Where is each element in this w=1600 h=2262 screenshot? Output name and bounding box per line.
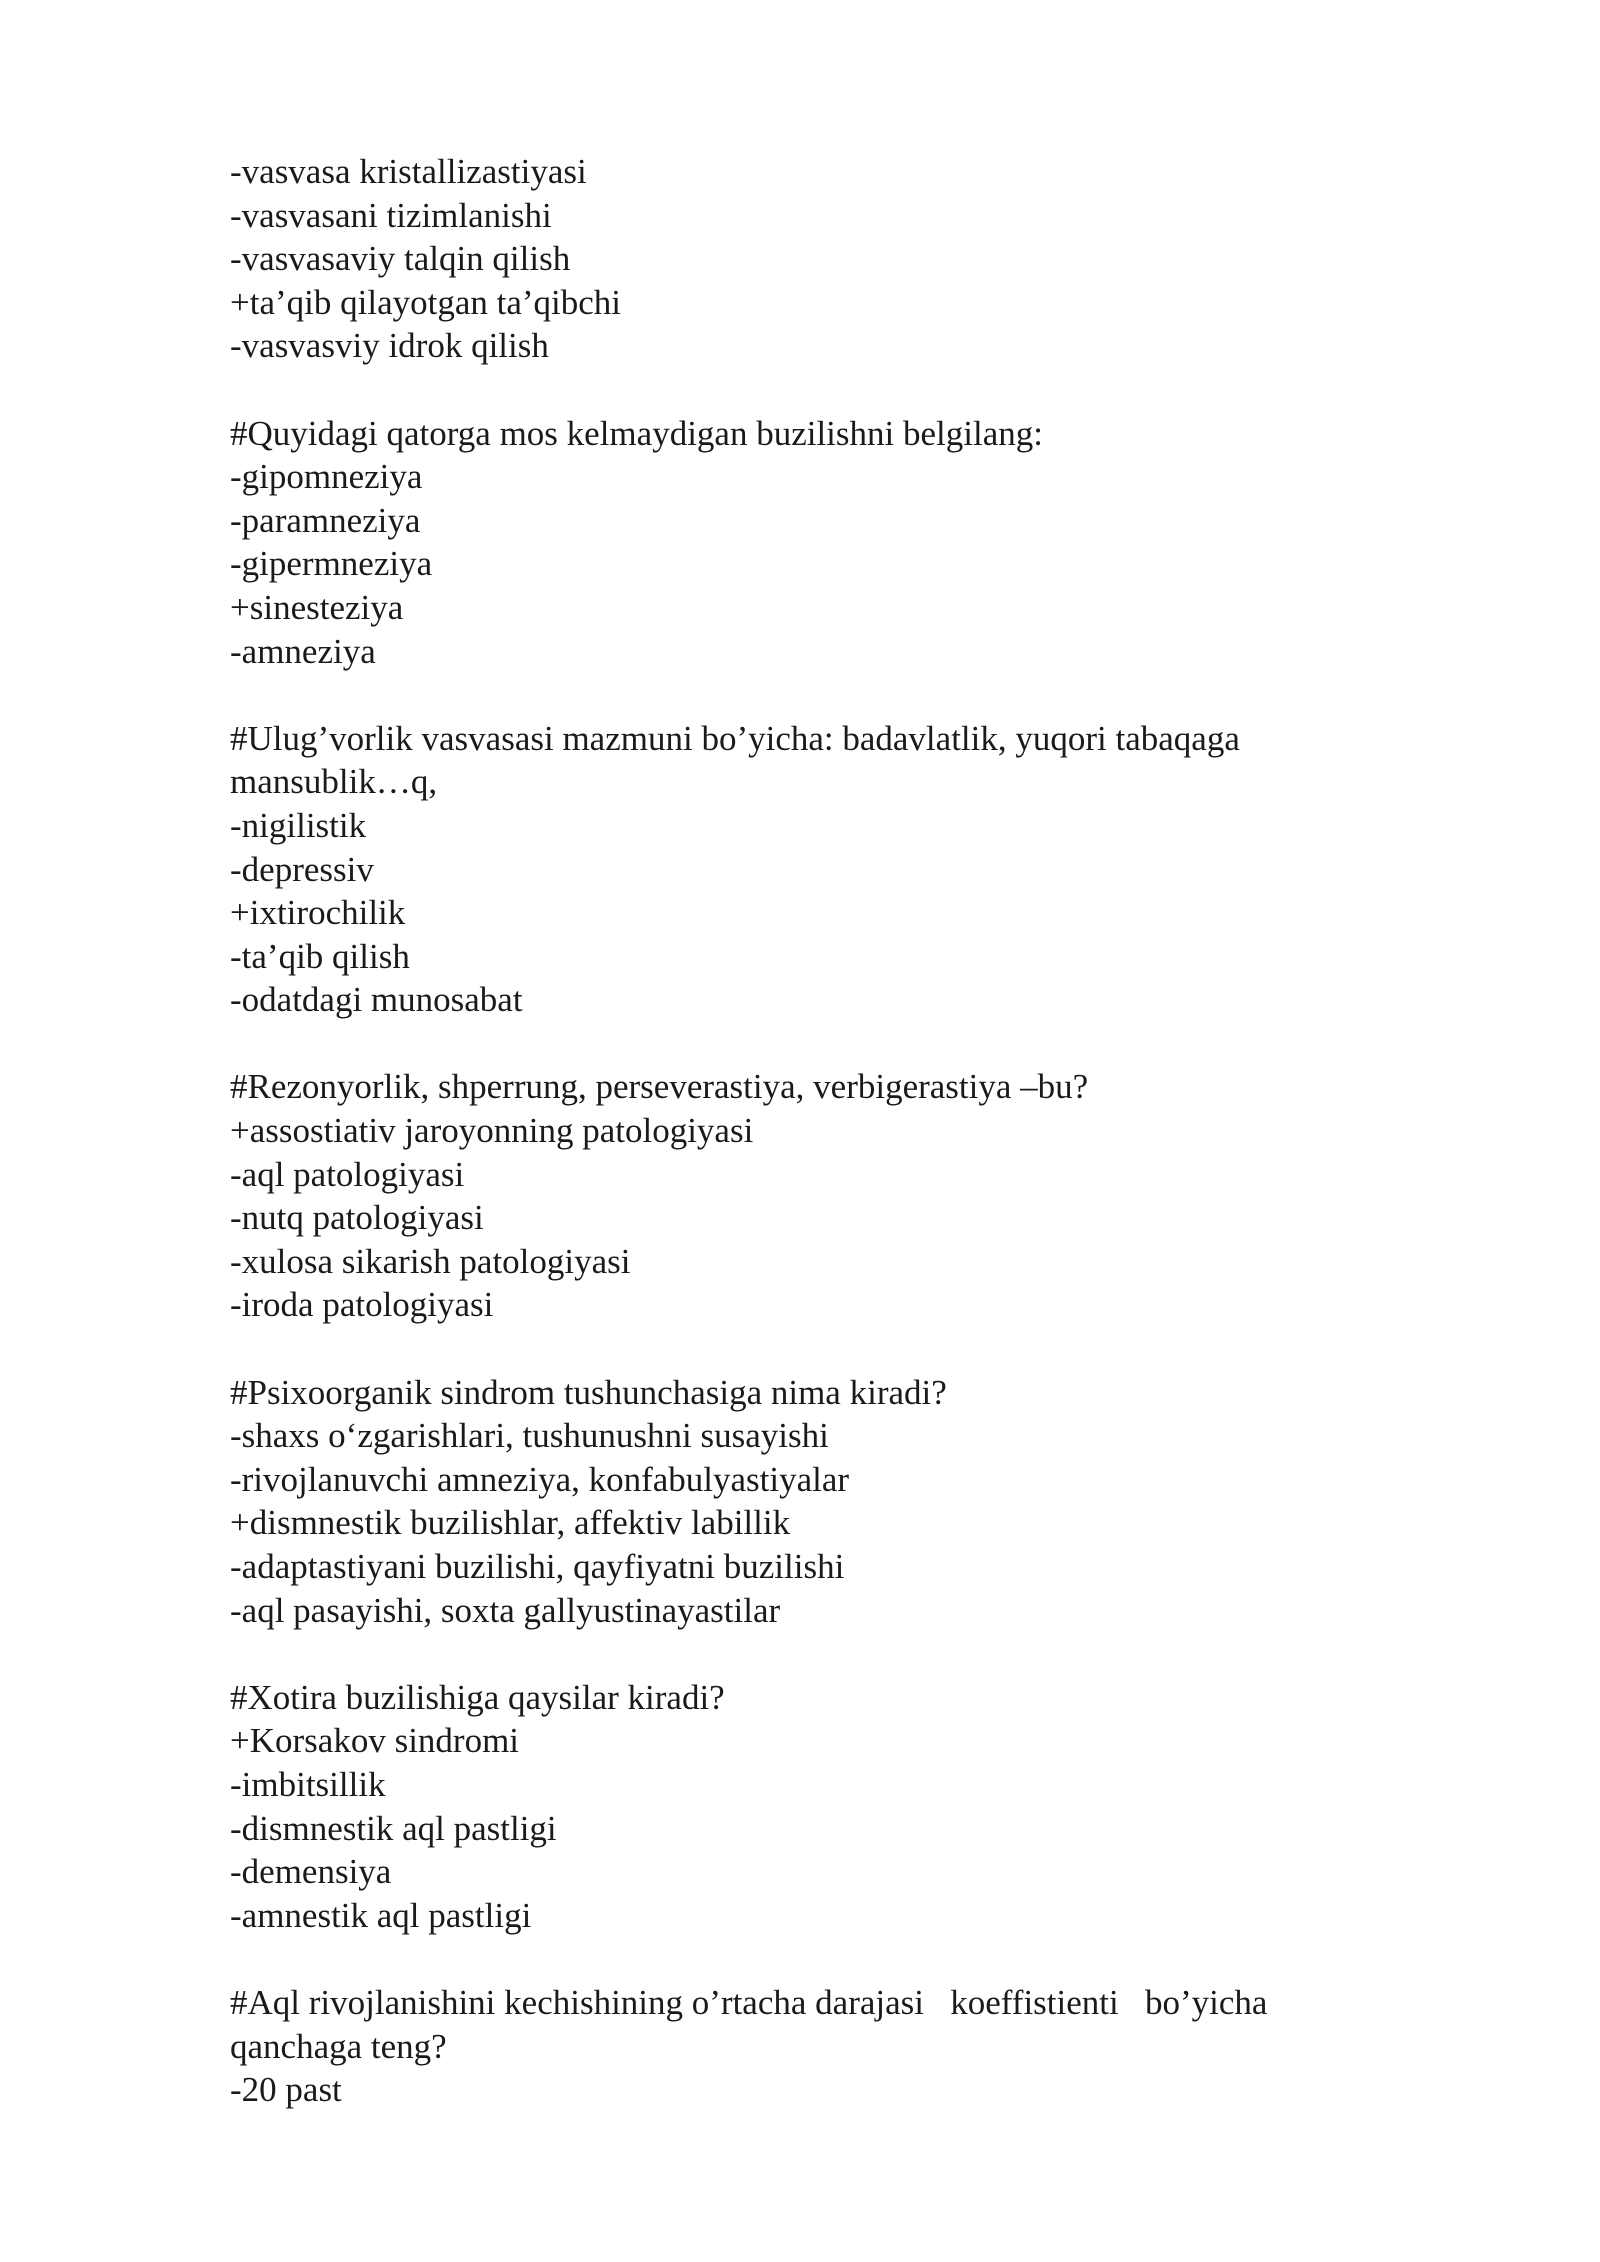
question-text: #Xotira buzilishiga qaysilar kiradi? [230,1677,725,1717]
question-block [230,1371,1390,1633]
option-line: -iroda patologiyasi [230,1285,494,1325]
question-text-continuation: qanchaga teng? [230,2026,447,2066]
option-line: -aql patologiyasi [230,1154,465,1194]
question-block [230,1981,1390,2112]
correct-option-line: +dismnestik buzilishlar, affektiv labillik [230,1503,791,1543]
option-line: -rivojlanuvchi amneziya, konfabulyastiyalar [230,1459,850,1499]
question-text: #Rezonyorlik, shperrung, perseverastiya, verbigerastiya –bu? [230,1067,1089,1107]
option-line: -imbitsillik [230,1764,386,1804]
question-block [230,717,1390,1022]
option-line: -nigilistik [230,805,367,845]
question-text: #Ulug’vorlik vasvasasi mazmuni bo’yicha: badavlatlik, yuqori tabaqaga [230,718,1240,758]
question-block [230,412,1390,674]
option-line: -gipomneziya [230,457,423,497]
option-line: -vasvasviy idrok qilish [230,326,549,366]
correct-option-line: +sinesteziya [230,587,404,627]
option-line: -20 past [230,2070,342,2110]
correct-option-line: +assostiativ jaroyonning patologiyasi [230,1111,754,1151]
correct-option-line: +ta’qib qilayotgan ta’qibchi [230,282,622,322]
option-line: -amneziya [230,631,376,671]
option-line: -vasvasani tizimlanishi [230,195,552,235]
option-line: -dismnestik aql pastligi [230,1808,557,1848]
question-text: #Psixoorganik sindrom tushunchasiga nima kiradi? [230,1372,947,1412]
question-text: #Quyidagi qatorga mos kelmaydigan buzilishni belgilang: [230,413,1043,453]
correct-option-line: +Korsakov sindromi [230,1721,520,1761]
option-line: -gipermneziya [230,544,433,584]
option-line: -odatdagi munosabat [230,980,523,1020]
option-line: -paramneziya [230,500,421,540]
option-line: -ta’qib qilish [230,936,410,976]
option-line: -adaptastiyani buzilishi, qayfiyatni buzilishi [230,1547,845,1586]
option-line: -demensiya [230,1852,392,1892]
document-body [230,150,1390,2112]
option-line: -aql pasayishi, soxta gallyustinayastilar [230,1590,781,1630]
option-line: -vasvasa kristallizastiyasi [230,152,587,191]
option-line: -xulosa sikarish patologiyasi [230,1241,631,1281]
option-line: -amnestik aql pastligi [230,1895,532,1935]
question-block [230,1065,1390,1327]
option-line: -vasvasaviy talqin qilish [230,239,571,279]
option-line: -shaxs o‘zgarishlari, tushunushni susayishi [230,1416,829,1456]
question-block [230,150,1390,368]
option-line: -depressiv [230,849,374,889]
question-text: #Aql rivojlanishini kechishining o’rtacha darajasi koeffistienti bo’yicha [230,1982,1268,2022]
option-line: -nutq patologiyasi [230,1198,484,1238]
question-block [230,1676,1390,1938]
question-text-continuation: mansublik…q, [230,762,438,802]
correct-option-line: +ixtirochilik [230,893,406,933]
